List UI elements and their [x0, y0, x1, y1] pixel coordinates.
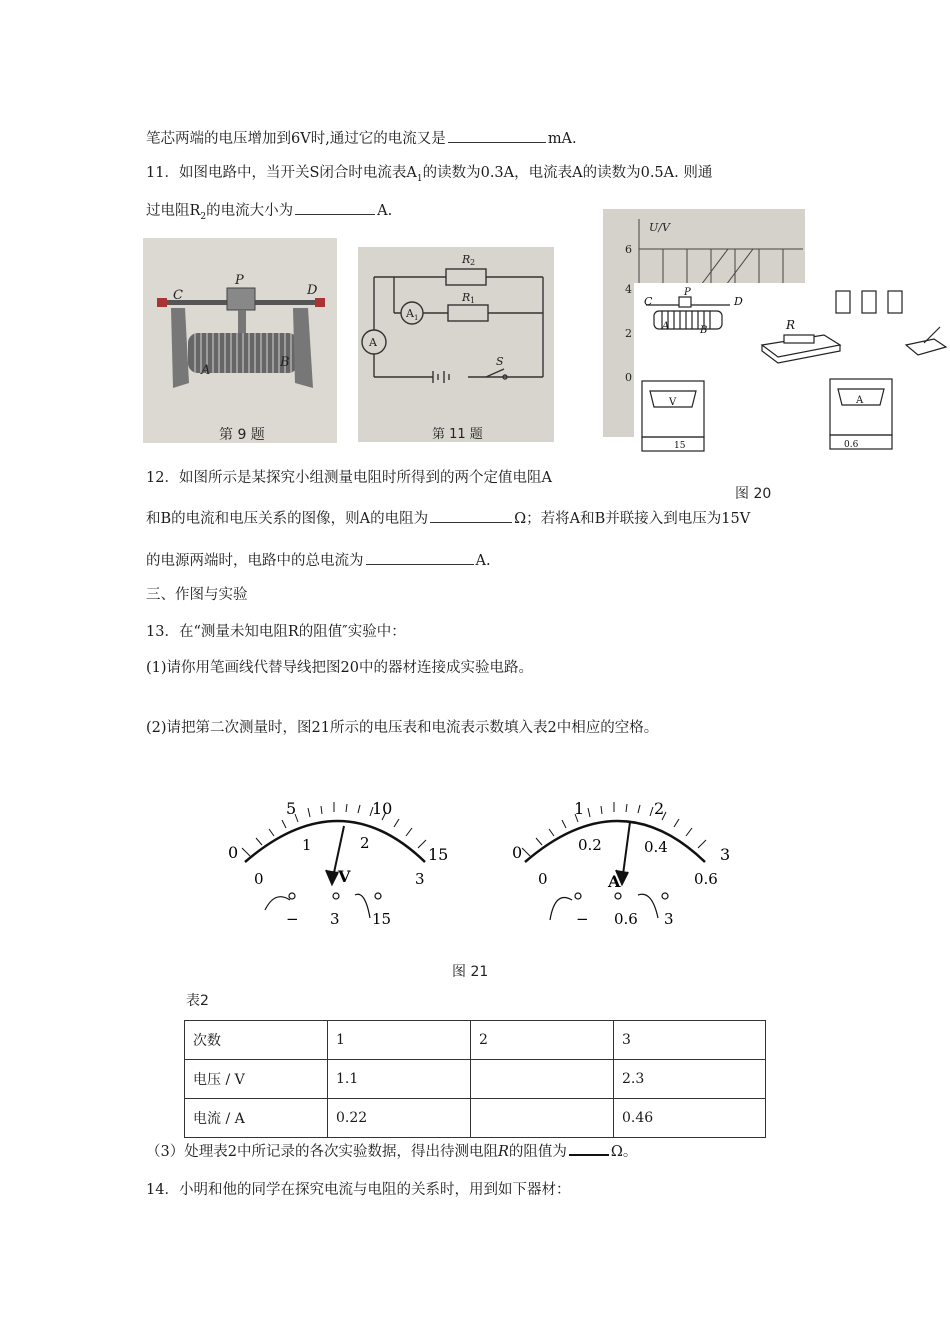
voltmeter-top-10: 10 — [372, 799, 393, 818]
tick-0: 0 — [625, 371, 632, 384]
label-r2: R — [462, 253, 471, 266]
label-r2-sub: 2 — [470, 258, 476, 267]
voltmeter-top-0: 0 — [228, 843, 239, 862]
fig20-label-a: A — [662, 321, 670, 332]
table-cell: 2.3 — [614, 1060, 766, 1099]
q13-3-var: R — [497, 1144, 509, 1160]
question-11-line-2 — [146, 200, 392, 227]
table-cell: 次数 — [185, 1021, 328, 1060]
line1-unit: mA. — [547, 131, 577, 147]
question-12-line-2 — [146, 508, 750, 529]
figure-11-circuit — [358, 247, 554, 442]
q11-text-b: 的读数为0.3A，电流表A的读数为0.5A. 则通 — [422, 165, 713, 181]
answer-blank[interactable] — [366, 550, 474, 565]
voltmeter-top-5: 5 — [286, 799, 297, 818]
answer-blank[interactable] — [569, 1140, 609, 1156]
figure-21-caption: 图 21 — [452, 964, 489, 980]
tick-2: 2 — [625, 327, 632, 340]
table-2 — [184, 1020, 766, 1138]
table-cell-empty[interactable] — [471, 1099, 614, 1138]
label-r1: R — [462, 291, 471, 304]
answer-blank[interactable] — [448, 128, 546, 143]
label-p: P — [235, 273, 244, 288]
fig20-label-15: 15 — [674, 441, 686, 451]
fig20-label-b: B — [700, 325, 708, 336]
ammeter-top-3: 3 — [720, 845, 731, 864]
voltmeter-bottom-3: 3 — [415, 870, 425, 888]
fig20-label-p: P — [684, 287, 691, 298]
tick-4: 4 — [625, 283, 632, 296]
q11-text-a: 11．如图电路中，当开关S闭合时电流表A — [146, 165, 417, 181]
figure-9-rheostat — [143, 238, 337, 443]
voltmeter-ticks — [242, 802, 426, 856]
q12-unit: A. — [475, 553, 491, 569]
q11-text-d: 的电流大小为 — [206, 203, 294, 219]
question-13-part-1: (1)请你用笔画线代替导线把图20中的器材连接成实验电路。 — [146, 660, 533, 676]
text-line-1 — [146, 128, 577, 149]
table-cell: 3 — [614, 1021, 766, 1060]
figure-11-caption: 第 11 题 — [432, 427, 483, 442]
ammeter-ticks — [522, 802, 706, 856]
label-a1-sub: 1 — [414, 314, 419, 322]
question-13-part-3 — [146, 1140, 637, 1162]
table-cell: 2 — [471, 1021, 614, 1060]
q11-sub-2: 2 — [200, 211, 207, 222]
label-s: S — [496, 355, 504, 368]
figure-21-meters — [220, 790, 780, 950]
figure-20-equipment — [634, 283, 950, 461]
circuit-diagram — [358, 247, 554, 442]
section-3-heading: 三、作图与实验 — [146, 587, 248, 603]
fig20-label-06: 0.6 — [844, 440, 859, 450]
fig20-label-v: V — [669, 397, 677, 408]
table-cell: 电压 / V — [185, 1060, 328, 1099]
q12-text-b: 和B的电流和电压关系的图像，则A的电阻为 — [146, 511, 429, 527]
q13-3-text: （3）处理表2中所记录的各次实验数据，得出待测电阻 — [146, 1144, 498, 1160]
table-cell-empty[interactable] — [471, 1060, 614, 1099]
table-row — [185, 1021, 766, 1060]
voltmeter-terminal-3: 3 — [330, 910, 340, 928]
question-11-line-1 — [146, 163, 712, 189]
question-12-line-3 — [146, 550, 491, 571]
voltmeter-bottom-1: 1 — [302, 836, 312, 854]
tick-6: 6 — [625, 243, 632, 256]
q12-text-c: 的电源两端时，电路中的总电流为 — [146, 553, 364, 569]
figure-9-caption: 第 9 题 — [219, 427, 265, 443]
voltmeter-symbol: V — [338, 867, 351, 886]
label-a1: A — [406, 307, 414, 320]
q13-3-unit: Ω。 — [610, 1144, 638, 1160]
q12-text-a: 12．如图所示是某探究小组测量电阻时所得到的两个定值电阻A — [146, 470, 552, 486]
ammeter-bottom-0: 0 — [538, 870, 548, 888]
q11-text-c: 过电阻R — [146, 203, 201, 219]
ammeter-dial — [525, 821, 705, 920]
ammeter-bottom-06: 0.6 — [694, 870, 718, 888]
ammeter-top-0: 0 — [512, 843, 523, 862]
table-cell: 1 — [328, 1021, 471, 1060]
answer-blank[interactable] — [295, 200, 375, 215]
question-14: 14．小明和他的同学在探究电流与电阻的关系时，用到如下器材： — [146, 1182, 571, 1198]
voltmeter-dial — [245, 821, 425, 918]
fig20-label-ammeter: A — [856, 395, 864, 406]
fig20-label-c: C — [644, 295, 653, 308]
rheostat-illustration — [143, 238, 337, 443]
q11-unit: A. — [377, 203, 393, 219]
equipment-illustration — [634, 283, 950, 461]
ammeter-terminal-06: 0.6 — [614, 910, 638, 928]
q11-sub: 1 — [416, 173, 423, 184]
line1-text: 笔芯两端的电压增加到6V时,通过它的电流又是 — [146, 131, 446, 147]
table-cell: 0.46 — [614, 1099, 766, 1138]
table-row — [185, 1099, 766, 1138]
label-d: D — [307, 283, 318, 298]
fig20-label-r: R — [786, 318, 796, 332]
voltmeter-top-15: 15 — [428, 845, 449, 864]
table-cell: 0.22 — [328, 1099, 471, 1138]
ammeter-terminal-neg: − — [576, 910, 589, 928]
ammeter-terminal-3: 3 — [664, 910, 674, 928]
ammeter-bottom-02: 0.2 — [578, 836, 602, 854]
ammeter-symbol: A — [608, 872, 621, 891]
label-a: A — [369, 336, 377, 349]
table-cell: 电流 / A — [185, 1099, 328, 1138]
table-row — [185, 1060, 766, 1099]
label-c: C — [173, 288, 183, 303]
ammeter-top-1: 1 — [574, 799, 585, 818]
voltmeter-bottom-0: 0 — [254, 870, 264, 888]
question-13-part-2: (2)请把第二次测量时，图21所示的电压表和电流表示数填入表2中相应的空格。 — [146, 720, 659, 736]
label-r1-sub: 1 — [470, 296, 476, 305]
voltmeter-bottom-2: 2 — [360, 834, 370, 852]
voltmeter-terminal-15: 15 — [372, 910, 392, 928]
answer-blank[interactable] — [430, 508, 512, 523]
q13-3-mid: 的阻值为 — [508, 1144, 567, 1160]
q12-text-b-post: Ω；若将A和B并联接入到电压为15V — [514, 511, 751, 527]
voltmeter-terminal-neg: − — [286, 910, 299, 928]
label-a: A — [201, 363, 211, 378]
fig20-label-d: D — [734, 295, 743, 308]
table-2-title: 表2 — [186, 993, 209, 1009]
figure-20-caption: 图 20 — [735, 486, 772, 502]
ammeter-top-2: 2 — [654, 799, 665, 818]
question-12-line-1 — [146, 468, 552, 488]
table-cell: 1.1 — [328, 1060, 471, 1099]
ammeter-bottom-04: 0.4 — [644, 838, 668, 856]
question-13: 13．在“测量未知电阻R的阻值″实验中： — [146, 624, 406, 640]
label-b: B — [280, 355, 290, 370]
axis-label-uv: U/V — [649, 221, 670, 234]
